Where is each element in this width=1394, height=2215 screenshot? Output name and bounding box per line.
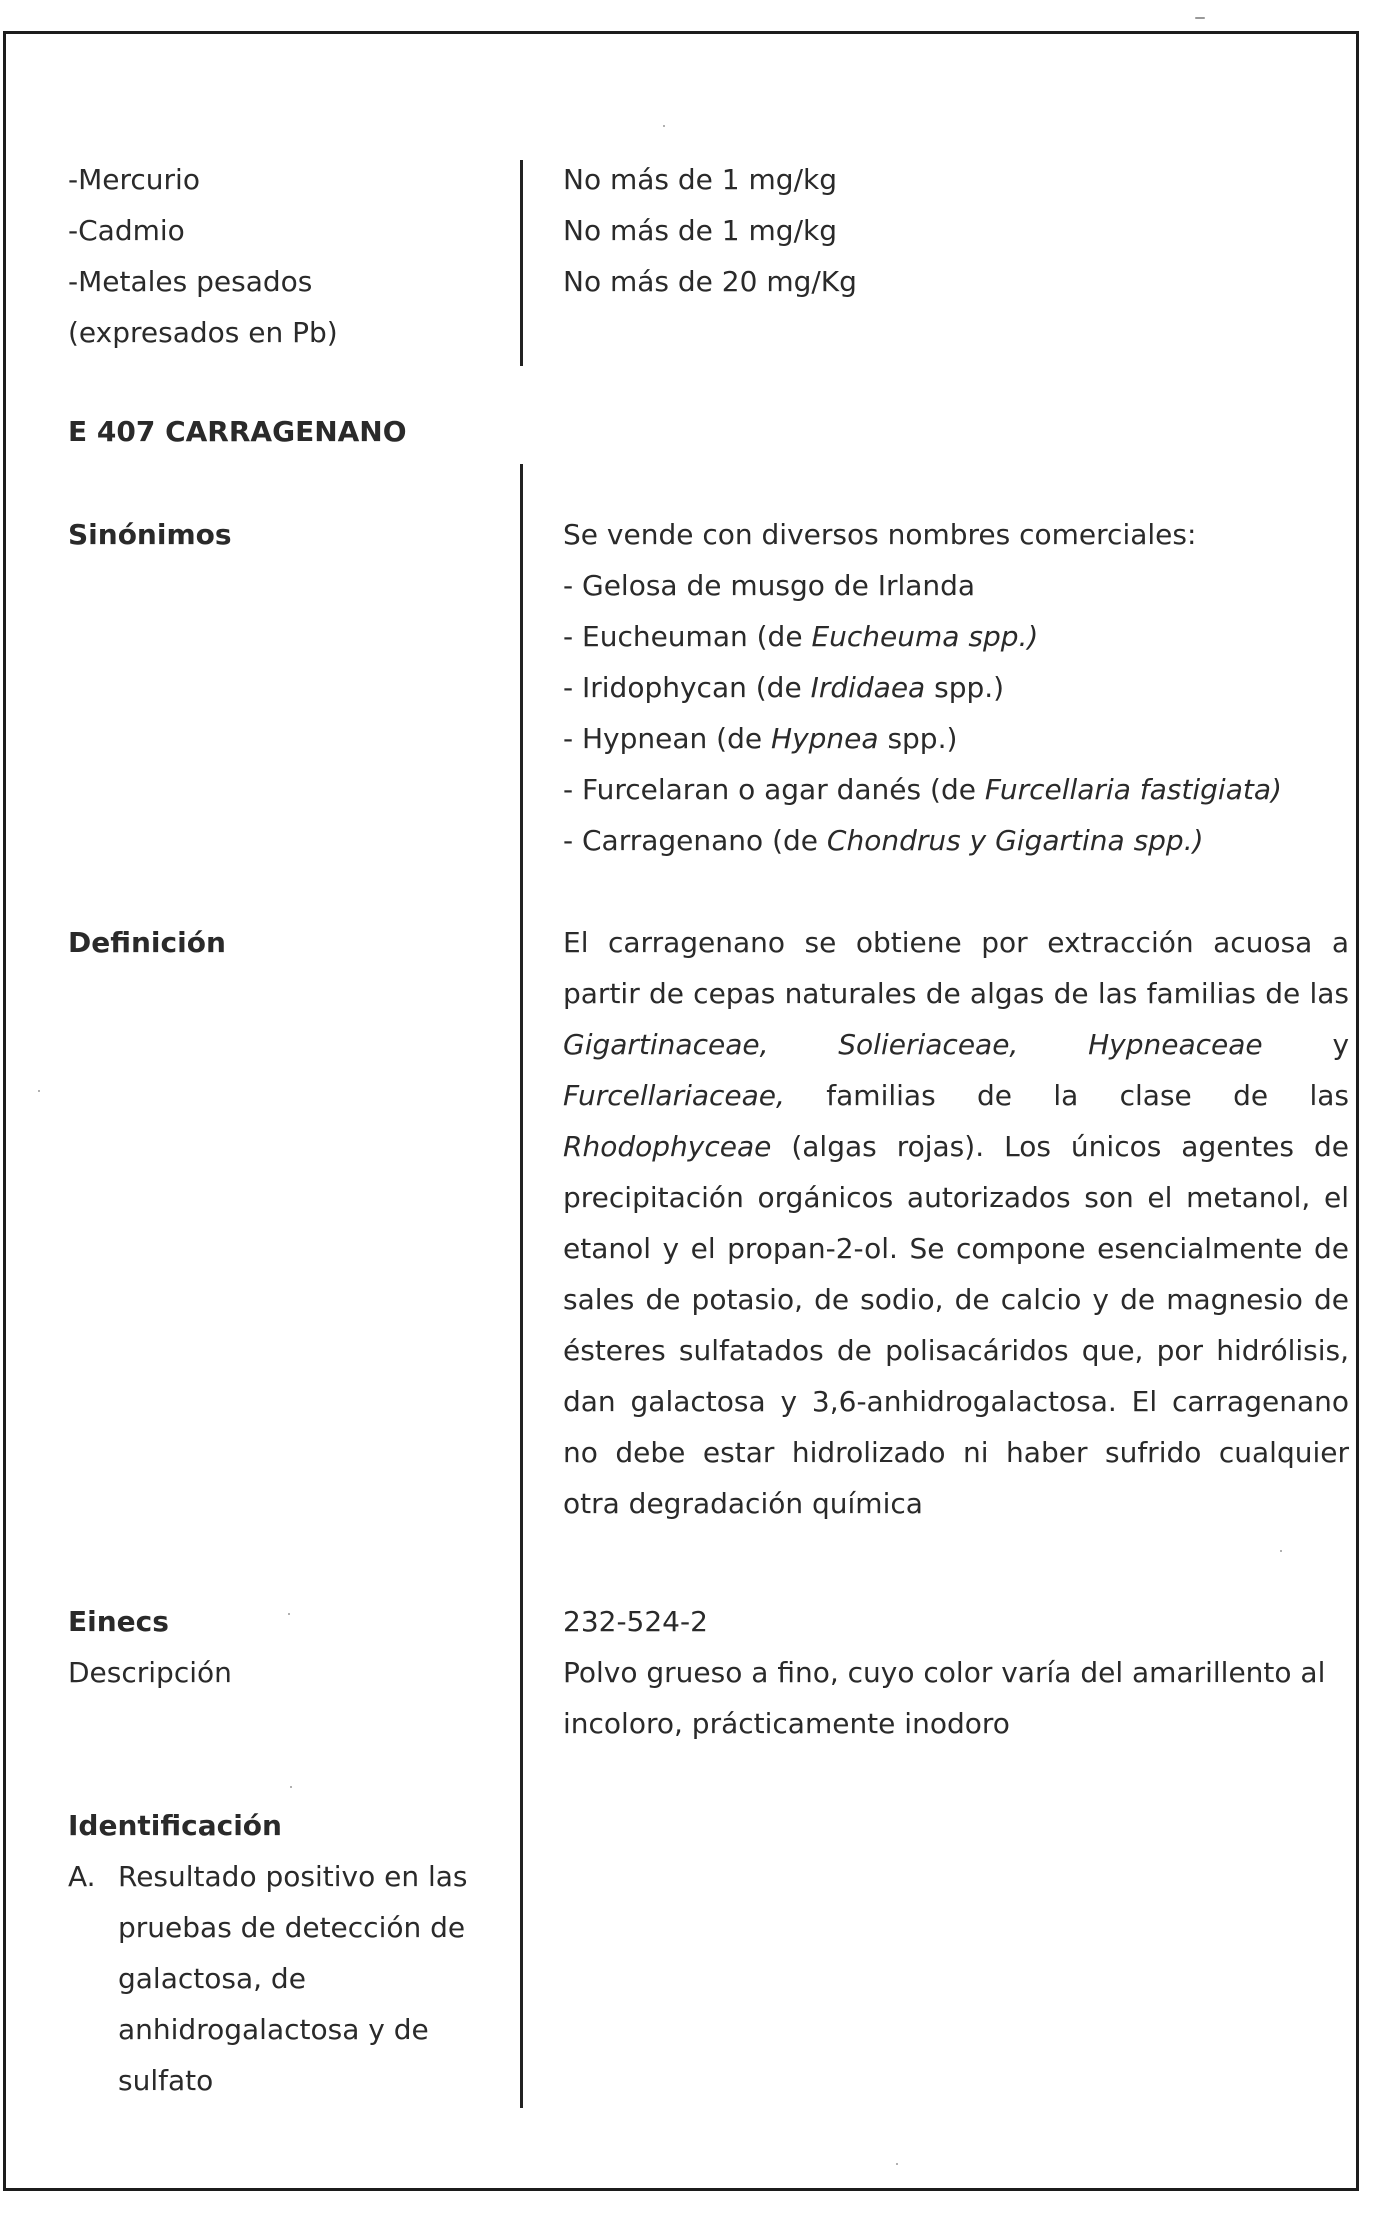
synonyms-list: [563, 509, 1349, 866]
synonym-item: - Gelosa de musgo de Irlanda: [563, 569, 976, 602]
family-hypneaceae: Hypneaceae: [1088, 1028, 1263, 1061]
column-divider-metals: [520, 160, 523, 366]
synonym-item: - Eucheuman (de Eucheuma spp.): [563, 620, 1039, 653]
definition-text: El carragenano se obtiene por extracción acuosa a partir de cepas naturales de algas de las familias de las Gigartinaceae, Solieriaceae, Hypneaceae y Furcellariaceae, familias de la clase de las Rhodophyceae (algas rojas). Los únicos agentes de precipitación orgánicos autorizados son el metanol, el etanol y el propan-2-ol. Se compone esencialmente de sales de potasio, de sodio, de calcio y de magnesio de ésteres sulfatados de polisacáridos que, por hidrólisis, dan galactosa y 3,6-anhidrogalactosa. El carragenano no debe estar hidrolizado ni haber sufrido cualquier otra degradación química: [563, 926, 1350, 1520]
synonym-item: - Carragenano (de Chondrus y Gigartina spp.): [563, 824, 1204, 857]
synonyms-label: Sinónimos: [68, 518, 232, 551]
class-rhodophyceae: Rhodophyceae: [563, 1130, 772, 1163]
definition-label: Definición: [68, 926, 226, 959]
metal-value-mercury: No más de 1 mg/kg: [563, 163, 837, 196]
synonym-item: - Furcelaran o agar danés (de Furcellaria fastigiata): [563, 773, 1282, 806]
einecs-value: 232-524-2: [563, 1605, 708, 1638]
scan-speck: [1195, 17, 1205, 19]
family-solieriaceae: Solieriaceae,: [838, 1028, 1019, 1061]
scan-speck: [1280, 1550, 1282, 1552]
synonym-item: - Hypnean (de Hypnea spp.): [563, 722, 958, 755]
additive-title: E 407 CARRAGENANO: [68, 415, 407, 448]
scan-speck: [896, 2163, 898, 2165]
definition-rest: (algas rojas). Los únicos agentes de precipitación orgánicos autorizados son el metanol, el etanol y el propan-2-ol. Se compone esencialmente de sales de potasio, de sodio, de calcio y de magnesio de ésteres sulfatados de polisacáridos que, por hidrólisis, dan galactosa y 3,6-anhidrogalactosa. El carragenano no debe estar hidrolizado ni haber sufrido cualquier otra degradación química: [563, 1130, 1349, 1520]
metal-label-cadmium: -Cadmio: [68, 214, 185, 247]
description-value: Polvo grueso a fino, cuyo color varía del amarillento al incoloro, prácticamente inodoro: [563, 1656, 1326, 1740]
family-furcellariaceae: Furcellariaceae,: [563, 1079, 785, 1112]
scan-speck: [290, 1786, 292, 1788]
metal-label-expressed-pb: (expresados en Pb): [68, 316, 338, 349]
metal-label-mercury: -Mercurio: [68, 163, 200, 196]
scan-speck: [288, 1613, 290, 1615]
identification-list: [68, 1851, 488, 2106]
scan-speck: [38, 1090, 40, 1092]
synonym-item: - Iridophycan (de Irdidaea spp.): [563, 671, 1005, 704]
identification-item-text: Resultado positivo en las pruebas de detección de galactosa, de anhidrogalactosa y de sulfato: [118, 1860, 468, 2097]
column-divider-main: [520, 464, 523, 2108]
metal-label-heavy-metals: -Metales pesados: [68, 265, 313, 298]
metal-value-cadmium: No más de 1 mg/kg: [563, 214, 837, 247]
synonyms-intro: Se vende con diversos nombres comerciales:: [563, 518, 1197, 551]
identification-item: [68, 1851, 488, 2106]
einecs-label: Einecs: [68, 1605, 169, 1638]
metal-value-heavy-metals: No más de 20 mg/Kg: [563, 265, 857, 298]
scan-speck: [663, 125, 665, 127]
definition-line1: El carragenano se obtiene por extracción acuosa a partir de cepas naturales de algas de las familias de las: [563, 926, 1349, 1010]
identification-label: Identificación: [68, 1809, 282, 1842]
description-label: Descripción: [68, 1656, 232, 1689]
identification-item-marker: A.: [68, 1860, 96, 1893]
family-gigartinaceae: Gigartinaceae,: [563, 1028, 769, 1061]
